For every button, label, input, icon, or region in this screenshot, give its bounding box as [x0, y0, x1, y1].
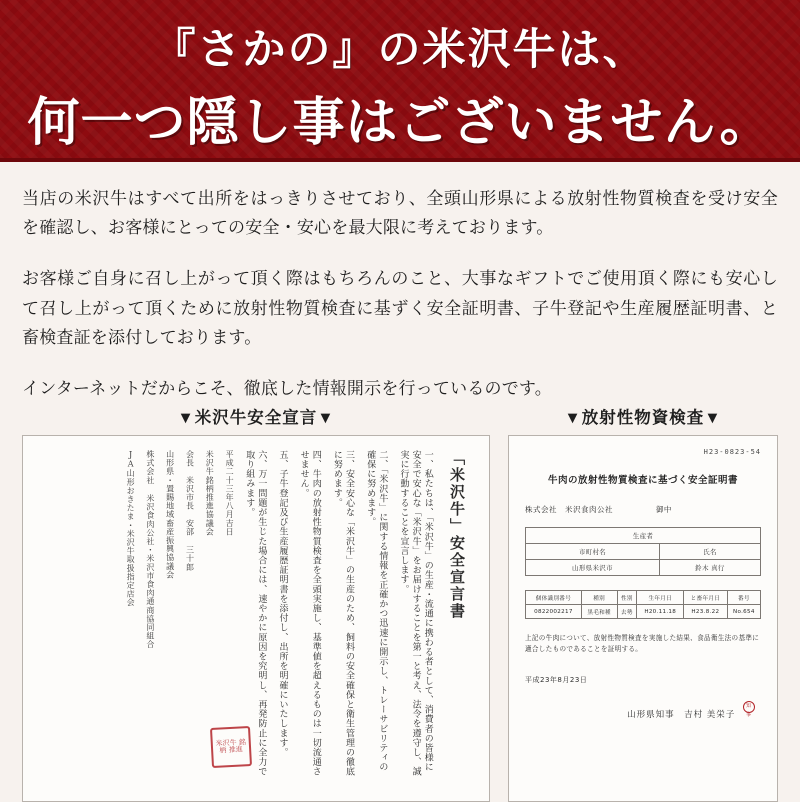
declaration-signature-5: JA山形おきたま・米沢牛取扱指定店会 — [126, 450, 136, 607]
cattle-cell-id: 0822002217 — [526, 605, 582, 619]
cattle-cell-sex: 去勢 — [617, 605, 637, 619]
cattle-header-slaughter: と畜年月日 — [684, 591, 728, 605]
cattle-header-number: 番号 — [727, 591, 760, 605]
declaration-column-1: 一、私たちは、「米沢牛」の生産・流通に携わる者として、消費者の皆様に安全で安心な「米沢牛」をお届けすることを第一と考え、法令を遵守し、誠実に行動することを宣言します。 — [398, 450, 433, 777]
certification-date: 平成23年8月23日 — [525, 676, 588, 685]
certificate-block-radiation-test — [508, 404, 778, 802]
cattle-cell-slaughter: H23.8.22 — [684, 605, 728, 619]
table-row — [526, 591, 761, 605]
declaration-column-4: 四、牛肉の放射性物質検査を全頭実施し、基準値を超えるものは一切流通させません。 — [298, 450, 321, 777]
cattle-header-id: 個体識別番号 — [526, 591, 582, 605]
cattle-table — [525, 590, 761, 619]
red-seal-stamp-icon: 米沢牛 銘柄 推進 — [210, 726, 252, 768]
table-row — [526, 560, 761, 576]
header-banner — [0, 0, 800, 162]
certification-note: 上記の牛肉について、放射性物質検査を実施した結果、食品衛生法の基準に適合したものであることを証明する。 — [525, 634, 760, 654]
declaration-date: 平成二十三年八月吉日 — [225, 450, 235, 536]
banner-headline-line2: 何一つ隠し事はございません。 — [27, 92, 773, 153]
body-copy — [0, 162, 800, 403]
certificates-section — [0, 404, 800, 802]
producer-group-header: 生産者 — [526, 528, 761, 544]
certification-signature — [525, 701, 761, 720]
table-row — [526, 544, 761, 560]
body-paragraph-1: 当店の米沢牛はすべて出所をはっきりさせており、全頭山形県による放射性物質検査を受け安全を確認し、お客様にとっての安全・安心を最大限に考えております。 — [22, 189, 778, 238]
certificate-block-safety-declaration — [22, 404, 490, 802]
declaration-signature-4: 株式会社 米沢食肉公社・米沢市食肉通商協同組合 — [145, 450, 155, 649]
declaration-column-3: 三、安全安心な「米沢牛」の生産のため、飼料の安全確保と衛生管理の徹底に努めます。 — [331, 450, 355, 777]
cattle-header-birth: 生年月日 — [637, 591, 684, 605]
radiation-document — [509, 436, 777, 801]
cattle-cell-birth: H20.11.18 — [637, 605, 684, 619]
certificate-image-radiation-test[interactable] — [508, 435, 778, 802]
addressee-honorific: 御中 — [655, 505, 672, 514]
cattle-header-breed: 種別 — [581, 591, 617, 605]
signature-name: 山形県知事 吉村 美栄子 — [627, 710, 736, 721]
cattle-cell-breed: 黒毛和種 — [581, 605, 617, 619]
certificate-caption-radiation-test: ▼放射性物資検査▼ — [564, 409, 722, 427]
banner-headline-line1: 『さかの』の米沢牛は、 — [152, 25, 648, 75]
addressee-name: 株式会社 米沢食肉公社 — [525, 505, 613, 514]
body-paragraph-3: インターネットだからこそ、徹底した情報開示を行っているのです。 — [22, 379, 552, 399]
table-row — [526, 605, 761, 619]
body-paragraph-2: お客様ご自身に召し上がって頂く際はもちろんのこと、大事なギフトでご使用頂く際にも安心して召し上がって頂くために放射性物質検査に基ずく安全証明書、子牛登記や生産履歴証明書、と畜検査証を添付しております。 — [22, 269, 778, 347]
cattle-header-sex: 性別 — [617, 591, 637, 605]
cattle-cell-number: No.654 — [727, 605, 760, 619]
producer-header-name: 氏名 — [659, 544, 760, 560]
vertical-document — [23, 436, 489, 801]
table-row — [526, 528, 761, 544]
producer-cell-name: 鈴木 真行 — [659, 560, 760, 576]
addressee-line — [525, 504, 761, 515]
declaration-signature-1: 米沢牛銘柄推進協議会 — [205, 450, 215, 536]
document-code: H23-0823-54 — [703, 448, 761, 456]
certificate-caption-safety-declaration: ▼米沢牛安全宣言▼ — [177, 409, 335, 427]
producer-table — [525, 527, 761, 576]
declaration-signature-2: 会長 米沢市長 安部 三十郎 — [185, 450, 195, 572]
declaration-column-5: 五、子牛登記及び生産履歴証明書を添付し、出所を明確にいたします。 — [277, 450, 288, 758]
declaration-signature-3: 山形県・置賜地域畜産振興協議会 — [165, 450, 175, 579]
declaration-column-2: 二、「米沢牛」に関する情報を正確かつ迅速に開示し、トレーサビリティの確保に努めます。 — [365, 450, 388, 772]
producer-header-city: 市町村名 — [526, 544, 660, 560]
radiation-document-title: 牛肉の放射性物質検査に基づく安全証明書 — [547, 475, 738, 486]
producer-cell-city: 山形県米沢市 — [526, 560, 660, 576]
certificate-image-safety-declaration[interactable] — [22, 435, 490, 802]
governor-seal-icon: 知事 — [743, 701, 755, 713]
declaration-title: 「米沢牛」安全宣言書 — [448, 450, 466, 620]
declaration-column-6: 六、万一問題が生じた場合には、速やかに原因を究明し、再発防止に全力で取り組みます。 — [244, 450, 267, 777]
